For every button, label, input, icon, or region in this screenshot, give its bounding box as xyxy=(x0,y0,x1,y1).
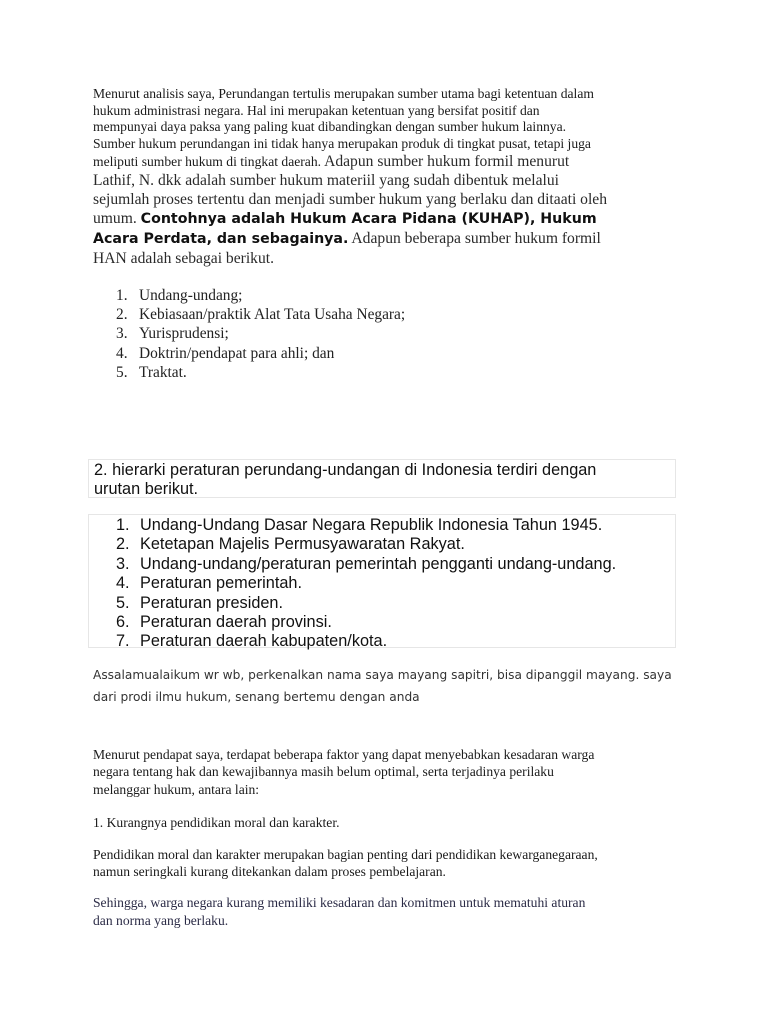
text-line: negara tentang hak dan kewajibannya masih belum optimal, serta terjadinya perilaku xyxy=(93,764,554,780)
text-line: hukum administrasi negara. Hal ini merupakan ketentuan yang bersifat positif dan xyxy=(93,102,540,118)
text-line: namun seringkali kurang ditekankan dalam proses pembelajaran. xyxy=(93,864,446,880)
list-text: Doktrin/pendapat para ahli; dan xyxy=(139,344,335,362)
text-line: dari prodi ilmu hukum, senang bertemu dengan anda xyxy=(93,690,420,704)
list-item xyxy=(116,555,616,574)
text-fragment: umum. xyxy=(93,210,141,228)
list-number: 4. xyxy=(116,574,130,593)
text-line: Sumber hukum perundangan ini tidak hanya merupakan produk di tingkat pusat, tetapi juga xyxy=(93,135,591,151)
text-line xyxy=(93,152,683,171)
list-item xyxy=(116,286,616,305)
list-text: Peraturan presiden. xyxy=(140,593,284,612)
list-text: Undang-undang; xyxy=(139,287,243,304)
list-item xyxy=(116,594,616,613)
text-line: mempunyai daya paksa yang paling kuat dibandingkan dengan sumber hukum lainnya. xyxy=(93,119,567,135)
hierarki-heading-box xyxy=(88,459,676,498)
text-fragment: meliputi sumber hukum di tingkat daerah. xyxy=(93,154,322,170)
text-fragment: HAN adalah sebagai berikut. xyxy=(93,250,274,268)
text-fragment: Adapun sumber hukum formil menurut xyxy=(321,153,570,171)
text-line xyxy=(93,209,683,229)
greeting-paragraph xyxy=(93,664,693,708)
text-fragment: Adapun beberapa sumber hukum formil xyxy=(348,230,601,248)
list-number: 1. xyxy=(116,287,128,304)
text-line: Menurut analisis saya, Perundangan tertulis merupakan sumber utama bagi ketentuan dalam xyxy=(93,86,594,101)
list-number: 3. xyxy=(116,554,130,573)
hierarki-list-box xyxy=(88,514,676,651)
text-line: Sehingga, warga negara kurang memiliki kesadaran dan komitmen untuk mematuhi aturan xyxy=(93,895,586,910)
list-number: 4. xyxy=(116,344,128,362)
text-line: dan norma yang berlaku. xyxy=(93,913,229,929)
list-text: Kebiasaan/praktik Alat Tata Usaha Negara; xyxy=(139,306,406,324)
bold-text-fragment: Acara Perdata, dan sebagainya. xyxy=(93,231,349,248)
text-line: 2. hierarki peraturan perundang-undangan di Indonesia terdiri dengan xyxy=(94,461,597,479)
list-text: Peraturan pemerintah. xyxy=(140,574,303,593)
text-line: Pendidikan moral dan karakter merupakan bagian penting dari pendidikan kewarganegaraan, xyxy=(93,847,598,862)
text-line xyxy=(93,229,683,249)
text-fragment: sejumlah proses tertentu dan menjadi sumber hukum yang berlaku dan ditaati oleh xyxy=(93,191,608,209)
text-line xyxy=(93,190,683,209)
list-text: Ketetapan Majelis Permusyawaratan Rakyat. xyxy=(140,535,465,554)
paragraph-pendidikan-moral xyxy=(93,846,683,881)
text-line xyxy=(93,249,683,268)
sumber-hukum-formil-list xyxy=(116,286,616,382)
text-line: urutan berikut. xyxy=(94,480,199,498)
list-number: 1. xyxy=(116,516,130,534)
list-item xyxy=(116,516,616,535)
list-item xyxy=(116,305,616,324)
list-number: 5. xyxy=(116,363,128,381)
text-line xyxy=(93,171,683,190)
list-number: 2. xyxy=(116,535,130,554)
text-fragment: Lathif, N. dkk adalah sumber hukum materiil yang sudah dibentuk melalui xyxy=(93,172,559,190)
list-item xyxy=(116,632,616,651)
list-item xyxy=(116,574,616,593)
list-item xyxy=(116,344,616,363)
text-line: Menurut pendapat saya, terdapat beberapa faktor yang dapat menyebabkan kesadaran warga xyxy=(93,747,595,762)
list-number: 5. xyxy=(116,593,130,612)
list-text: Peraturan daerah provinsi. xyxy=(140,613,332,632)
list-text: Peraturan daerah kabupaten/kota. xyxy=(140,632,388,651)
text-line: Assalamualaikum wr wb, perkenalkan nama saya mayang sapitri, bisa dipanggil mayang. saya xyxy=(93,668,672,682)
paragraph-sumber-hukum xyxy=(93,86,683,268)
list-number: 7. xyxy=(116,632,130,651)
list-number: 3. xyxy=(116,325,128,343)
paragraph-sehingga xyxy=(93,894,683,930)
list-item xyxy=(116,324,616,343)
list-item xyxy=(116,613,616,632)
list-text: Yurisprudensi; xyxy=(139,325,229,343)
list-text: Traktat. xyxy=(139,363,187,381)
list-number: 2. xyxy=(116,306,128,324)
list-item xyxy=(116,363,616,382)
list-item xyxy=(116,535,616,554)
point-heading: 1. Kurangnya pendidikan moral dan karakter. xyxy=(93,815,340,830)
bold-text-fragment: Contohnya adalah Hukum Acara Pidana (KUHAP), Hukum xyxy=(140,211,597,228)
hierarki-list xyxy=(116,516,616,652)
list-text: Undang-Undang Dasar Negara Republik Indonesia Tahun 1945. xyxy=(140,516,603,534)
paragraph-pendapat xyxy=(93,746,683,798)
text-line: melanggar hukum, antara lain: xyxy=(93,781,260,797)
list-text: Undang-undang/peraturan pemerintah pengganti undang-undang. xyxy=(140,554,617,573)
list-number: 6. xyxy=(116,613,130,632)
